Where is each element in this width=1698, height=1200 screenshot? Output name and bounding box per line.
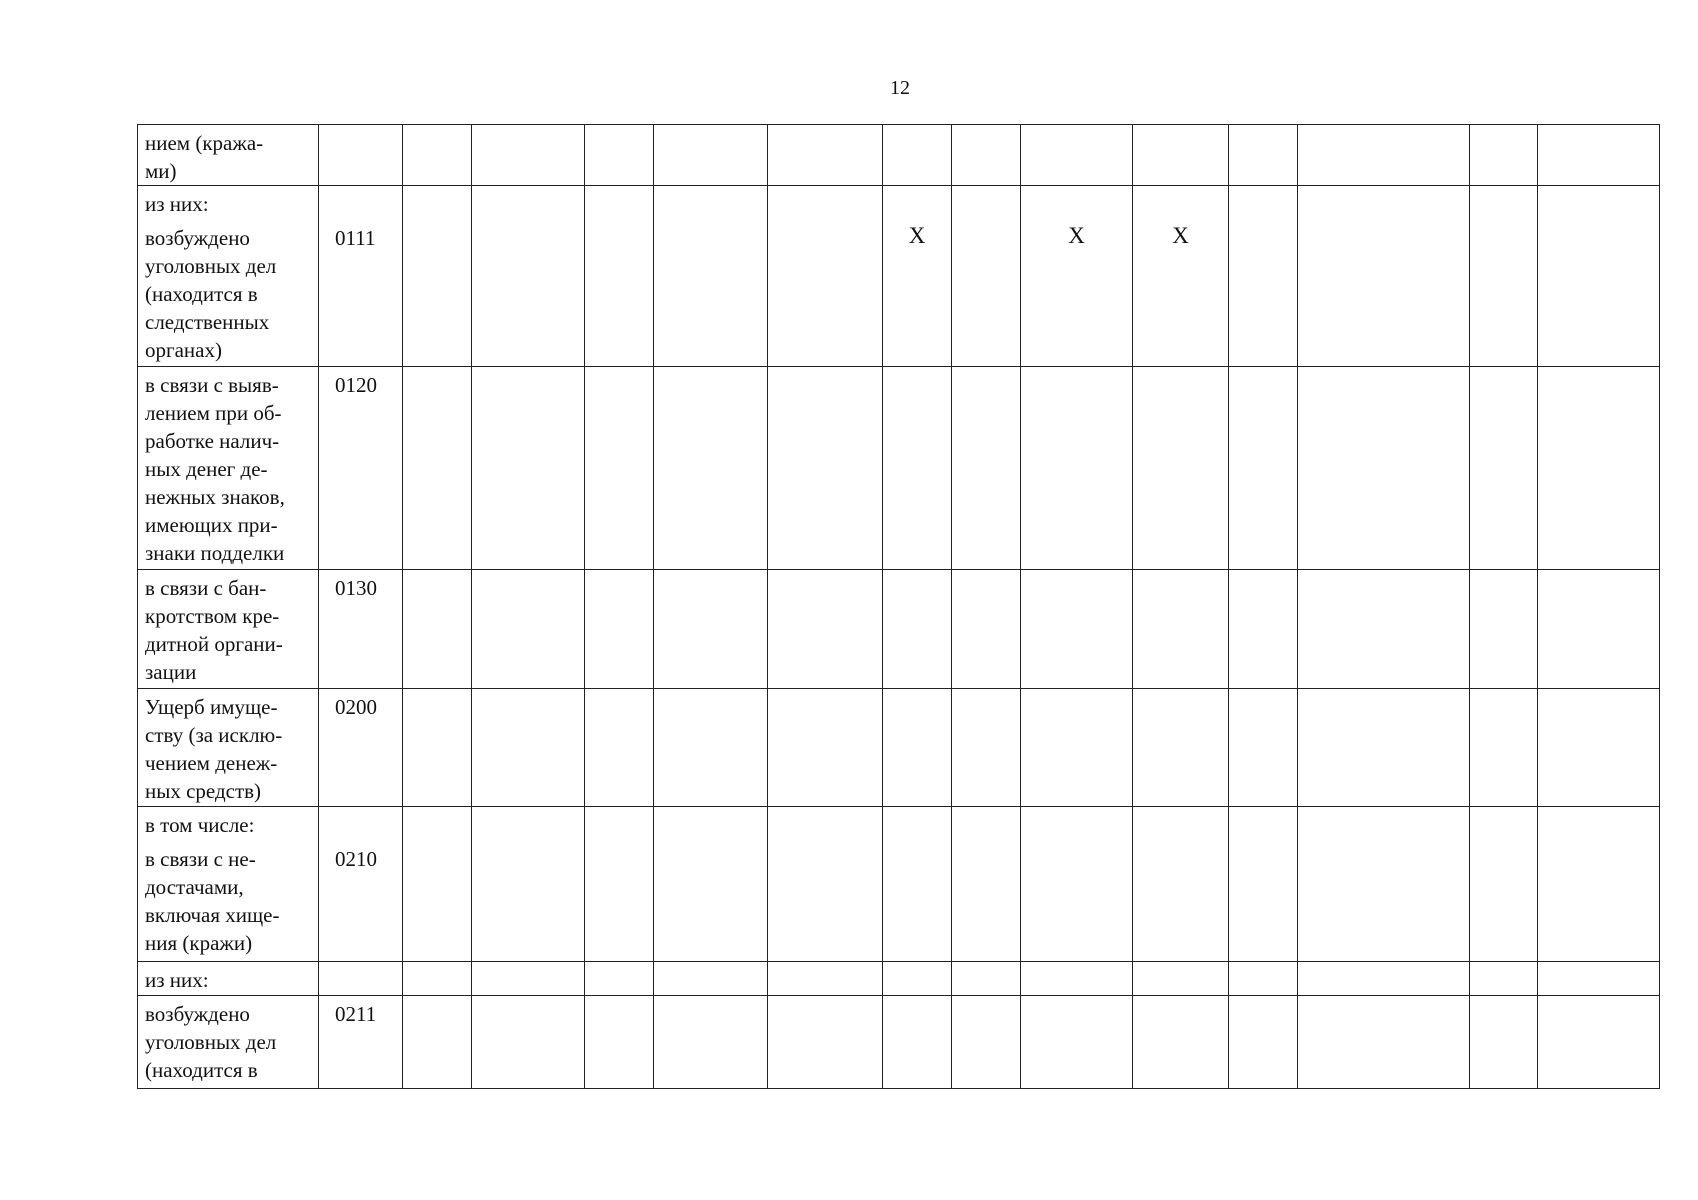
data-cell — [952, 996, 1021, 1089]
table-row — [138, 689, 1660, 807]
data-cell — [883, 689, 952, 807]
data-cell — [472, 962, 585, 996]
data-cell: X — [1133, 186, 1229, 367]
data-cell — [768, 570, 883, 689]
row-code — [319, 125, 403, 186]
data-cell — [952, 367, 1021, 570]
data-cell — [1298, 186, 1470, 367]
row-code: 0120 — [319, 367, 403, 570]
data-cell: X — [1021, 186, 1133, 367]
data-cell — [1538, 125, 1660, 186]
data-cell — [1021, 125, 1133, 186]
table-row — [138, 962, 1660, 996]
row-code: 0200 — [319, 689, 403, 807]
data-cell — [1133, 996, 1229, 1089]
data-cell — [472, 996, 585, 1089]
data-cell — [1133, 962, 1229, 996]
data-cell — [472, 570, 585, 689]
data-cell — [403, 996, 472, 1089]
data-cell — [472, 125, 585, 186]
data-cell — [654, 186, 768, 367]
data-cell — [403, 186, 472, 367]
data-cell — [883, 807, 952, 962]
data-cell — [654, 125, 768, 186]
data-cell — [403, 570, 472, 689]
table-row — [138, 125, 1660, 186]
data-cell — [403, 367, 472, 570]
data-cell — [1229, 570, 1298, 689]
row-code: 0130 — [319, 570, 403, 689]
row-label-prefix: в том числе: — [145, 813, 255, 837]
data-cell — [403, 807, 472, 962]
data-cell — [1229, 367, 1298, 570]
data-cell — [472, 689, 585, 807]
data-cell — [1470, 996, 1538, 1089]
row-label: возбуждено уголовных дел (находится в — [138, 996, 319, 1089]
data-cell — [768, 367, 883, 570]
row-label-prefix: из них: — [145, 192, 209, 216]
data-cell — [1298, 807, 1470, 962]
data-cell — [1021, 962, 1133, 996]
data-cell — [1470, 807, 1538, 962]
page-number: 12 — [890, 77, 910, 99]
data-cell — [1298, 689, 1470, 807]
data-cell — [1021, 996, 1133, 1089]
data-cell — [1298, 125, 1470, 186]
data-cell — [952, 570, 1021, 689]
data-cell — [883, 570, 952, 689]
data-cell — [1298, 996, 1470, 1089]
data-cell — [768, 125, 883, 186]
data-cell — [883, 962, 952, 996]
data-cell — [1229, 186, 1298, 367]
data-cell — [585, 807, 654, 962]
data-cell — [1538, 962, 1660, 996]
data-cell — [1298, 367, 1470, 570]
data-cell — [768, 996, 883, 1089]
data-cell — [1538, 570, 1660, 689]
data-cell — [585, 186, 654, 367]
data-cell — [654, 962, 768, 996]
data-cell — [585, 125, 654, 186]
row-code — [319, 962, 403, 996]
data-cell — [1021, 570, 1133, 689]
data-cell — [654, 996, 768, 1089]
table-row — [138, 367, 1660, 570]
row-label: в связи с бан- кротством кре- дитной органи- зации — [138, 570, 319, 689]
row-label: нием (кража- ми) — [138, 125, 319, 186]
row-label: в связи с выяв- лением при об- работке налич- ных денег де- нежных знаков, имеющих при- знаки подделки — [138, 367, 319, 570]
data-cell — [1021, 807, 1133, 962]
data-cell — [1133, 125, 1229, 186]
data-cell — [585, 996, 654, 1089]
data-cell — [883, 125, 952, 186]
row-code: 0211 — [319, 996, 403, 1089]
data-cell — [654, 689, 768, 807]
data-cell — [768, 962, 883, 996]
data-cell — [472, 186, 585, 367]
row-code: 0210 — [319, 807, 403, 962]
data-cell — [403, 962, 472, 996]
data-cell — [1133, 807, 1229, 962]
table-row — [138, 186, 1660, 367]
data-cell — [952, 689, 1021, 807]
data-cell — [472, 367, 585, 570]
data-cell — [403, 125, 472, 186]
data-cell — [768, 807, 883, 962]
data-cell — [1470, 367, 1538, 570]
data-cell — [1538, 367, 1660, 570]
data-cell — [654, 807, 768, 962]
data-cell — [1229, 996, 1298, 1089]
data-cell — [654, 367, 768, 570]
data-cell — [1021, 367, 1133, 570]
data-cell — [952, 807, 1021, 962]
data-cell — [768, 689, 883, 807]
data-cell — [585, 689, 654, 807]
row-label-text: в связи с не- достачами, включая хище- ния (кражи) — [145, 847, 280, 955]
row-label-text: возбуждено уголовных дел (находится в следственных органах) — [145, 226, 277, 362]
row-code: 0111 — [319, 186, 403, 367]
data-cell — [883, 367, 952, 570]
table-row — [138, 570, 1660, 689]
data-cell — [1133, 367, 1229, 570]
row-label — [138, 807, 319, 962]
data-cell — [1229, 807, 1298, 962]
table-row — [138, 807, 1660, 962]
data-cell — [952, 186, 1021, 367]
data-cell — [1229, 689, 1298, 807]
data-cell — [1229, 125, 1298, 186]
data-cell: X — [883, 186, 952, 367]
data-cell — [1470, 689, 1538, 807]
data-cell — [1470, 125, 1538, 186]
data-cell — [1470, 186, 1538, 367]
data-cell — [1298, 962, 1470, 996]
data-cell — [403, 689, 472, 807]
row-label: из них: — [138, 962, 319, 996]
data-cell — [472, 807, 585, 962]
data-cell — [1538, 186, 1660, 367]
row-label — [138, 186, 319, 367]
data-cell — [585, 367, 654, 570]
data-cell — [1538, 689, 1660, 807]
data-cell — [1298, 570, 1470, 689]
data-cell — [1470, 962, 1538, 996]
data-cell — [1229, 962, 1298, 996]
data-cell — [1021, 689, 1133, 807]
data-cell — [952, 962, 1021, 996]
data-cell — [1133, 570, 1229, 689]
data-cell — [768, 186, 883, 367]
data-cell — [1133, 689, 1229, 807]
data-cell — [1470, 570, 1538, 689]
data-cell — [883, 996, 952, 1089]
row-label: Ущерб имуще- ству (за исклю- чением денеж- ных средств) — [138, 689, 319, 807]
data-cell — [1538, 807, 1660, 962]
report-table — [137, 124, 1660, 1089]
data-cell — [654, 570, 768, 689]
data-cell — [585, 962, 654, 996]
data-cell — [1538, 996, 1660, 1089]
data-cell — [952, 125, 1021, 186]
data-cell — [585, 570, 654, 689]
table-row — [138, 996, 1660, 1089]
